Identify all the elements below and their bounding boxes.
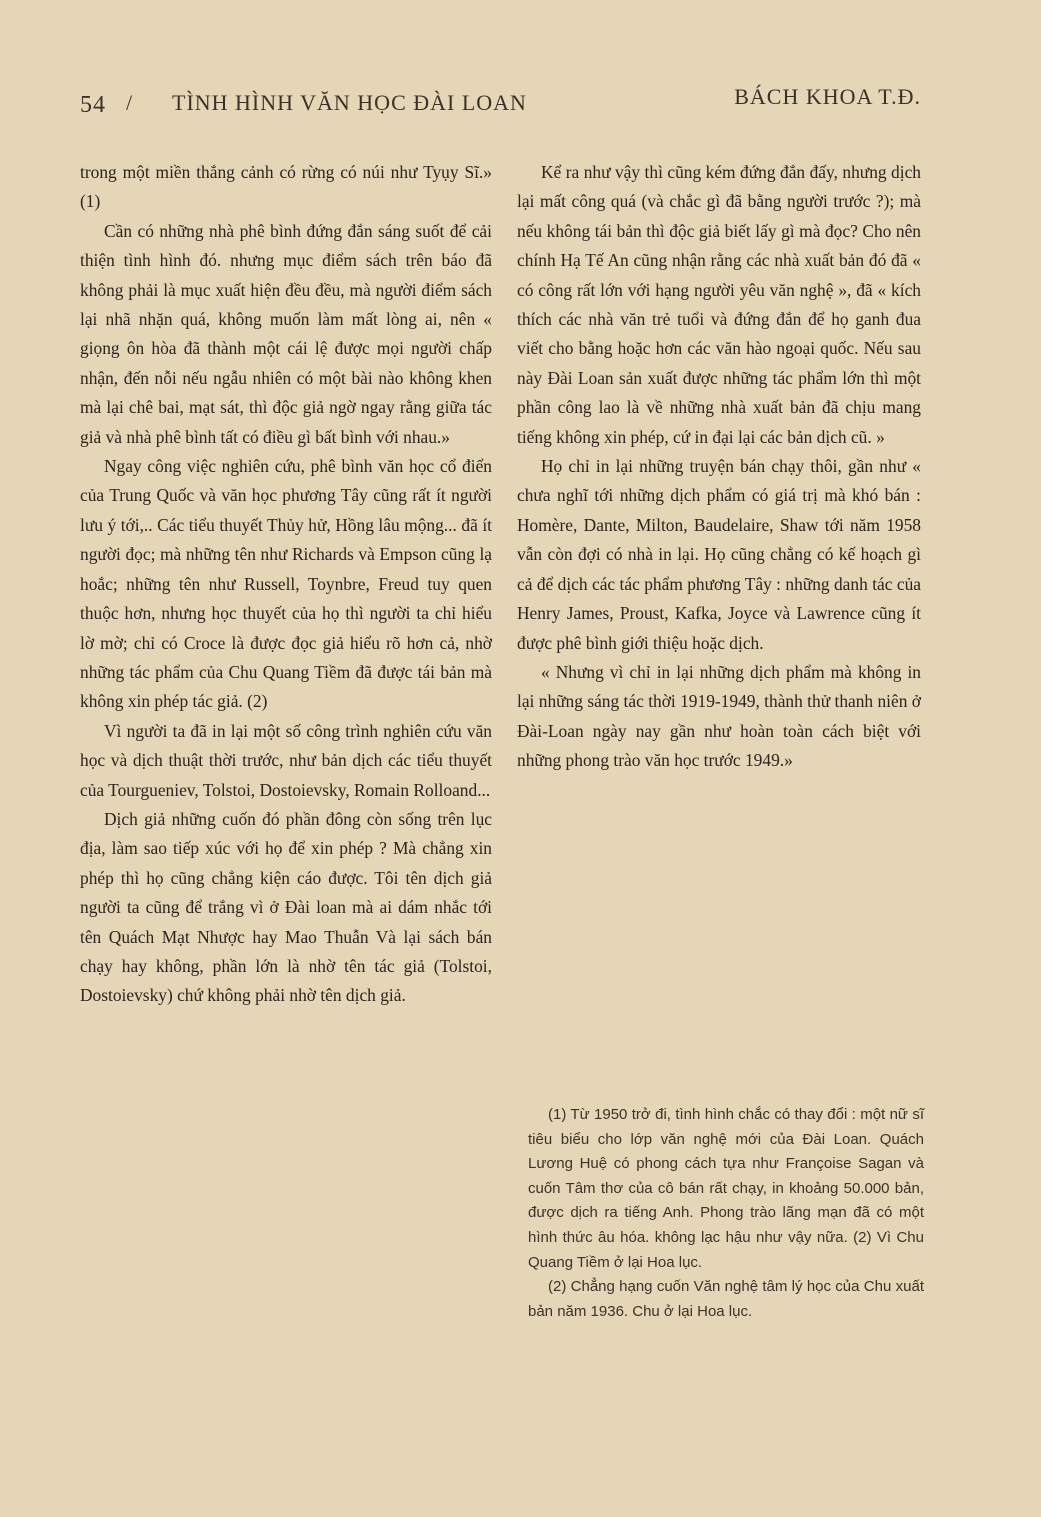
paragraph: Ngay công việc nghiên cứu, phê bình văn học cổ điển của Trung Quốc và văn học phương Tây cũng rất ít người lưu ý tới,.. Các tiểu thuyết Thủy hử, Hồng lâu mộng... đã ít người đọc; mà những tên như Richards và Empson cũng lạ hoắc; những tên như Russell, Toynbre, Freud tuy quen thuộc hơn, nhưng học thuyết của họ thì người ta chỉ hiểu lờ mờ; chỉ có Croce là được đọc giả hiểu rõ hơn cả, nhờ những tác phẩm của Chu Quang Tiềm đã được tái bản mà không xin phép tác giả. (2) (80, 456, 492, 712)
paragraph: Kể ra như vậy thì cũng kém đứng đắn đấy, nhưng dịch lại mất công quá (và chắc gì đã bằng người trước ?); mà nếu không tái bản thì độc giả biết lấy gì mà đọc? Cho nên chính Hạ Tế An cũng nhận rằng các nhà xuất bản đó đã « có công rất lớn với hạng người yêu văn nghệ », đã « kích thích các nhà văn trẻ tuổi và đứng đắn để họ ganh đua viết cho bằng hoặc hơn các văn hào ngoại quốc. Nếu sau này Đài Loan sản xuất được những tác phẩm lớn thì một phần công lao là về những nhà xuất bản đã chịu mang tiếng không xin phép, cứ in đại lại các bản dịch cũ. » (517, 162, 921, 447)
paragraph: « Nhưng vì chỉ in lại những dịch phẩm mà không in lại những sáng tác thời 1919-1949, thành thử thanh niên ở Đài-Loan ngày nay gần như hoàn toàn cách biệt với những phong trào văn học trước 1949.» (517, 661, 921, 771)
paragraph: Dịch giả những cuốn đó phần đông còn sống trên lục địa, làm sao tiếp xúc với họ để xin phép ? Mà chẳng xin phép thì họ cũng chẳng kiện cáo được. Tôi tên dịch giả người ta cũng để trắng vì ở Đài loan mà ai dám nhắc tới tên Quách Mạt Nhược hay Mao Thuẫn Và lại sách bán chạy hay không, phần lớn là nhờ tên tác giả (Tolstoi, Dostoievsky) chứ không phải nhờ tên dịch giả. (80, 808, 492, 1006)
paragraph: Vì người ta đã in lại một số công trình nghiên cứu văn học và dịch thuật thời trước, như bản dịch các tiểu thuyết của Tourgueniev, Tolstoi, Dostoievsky, Romain Rolloand... (80, 720, 492, 800)
magazine-name: BÁCH KHOA T.Đ. (734, 84, 921, 109)
paragraph: Họ chỉ in lại những truyện bán chạy thôi, gần như « chưa nghĩ tới những dịch phẩm có giá trị mà khó bán : Homère, Dante, Milton, Baudelaire, Shaw tới năm 1958 vẫn còn đợi có nhà in lại. Họ cũng chẳng có kế hoạch gì cả để dịch các tác phẩm phương Tây : những danh tác của Henry James, Proust, Kafka, Joyce và Lawrence cũng ít được phê bình giới thiệu hoặc dịch. (517, 456, 921, 653)
right-column (517, 158, 921, 776)
paragraph: Cần có những nhà phê bình đứng đắn sáng suốt để cải thiện tình hình đó. nhưng mục điểm sách trên báo đã không phải là mục xuất hiện đều đều, mà người điểm sách lại nhã nhặn quá, không muốn làm mất lòng ai, nên « giọng ôn hòa đã thành một cái lệ được mọi người chấp nhận, đến nỗi nếu ngẫu nhiên có một bài nào không khen mà lại chê bai, mạt sát, thì độc giả ngờ ngay rằng giữa tác giả và nhà phê bình tất có điều gì bất bình với nhau.» (80, 220, 492, 447)
footnotes (528, 1103, 924, 1324)
section-title: TÌNH HÌNH VĂN HỌC ĐÀI LOAN (172, 90, 527, 115)
page-header (80, 84, 921, 124)
paragraph: trong một miền thắng cảnh có rừng có núi như Tyụy Sĩ.» (1) (80, 162, 492, 212)
page-number: 54 (80, 92, 106, 118)
footnote: (2) Chẳng hạng cuốn Văn nghệ tâm lý học của Chu xuất bản năm 1936. Chu ở lại Hoa lục. (528, 1278, 924, 1320)
header-separator: / (126, 90, 134, 115)
left-column (80, 158, 492, 1011)
footnote: (1) Từ 1950 trở đi, tình hình chắc có thay đổi : một nữ sĩ tiêu biểu cho lớp văn nghệ mới của Đài Loan. Quách Lương Huệ có phong cách tựa như Françoise Sagan và cuốn Tâm thơ của cô bán rất chạy, in khoảng 50.000 bản, được dịch ra tiếng Anh. Phong trào lãng mạn đã có một hình thức âu hóa. không lạc hậu như vậy nữa. (2) Vì Chu Quang Tiềm ở lại Hoa lục. (528, 1106, 924, 1271)
